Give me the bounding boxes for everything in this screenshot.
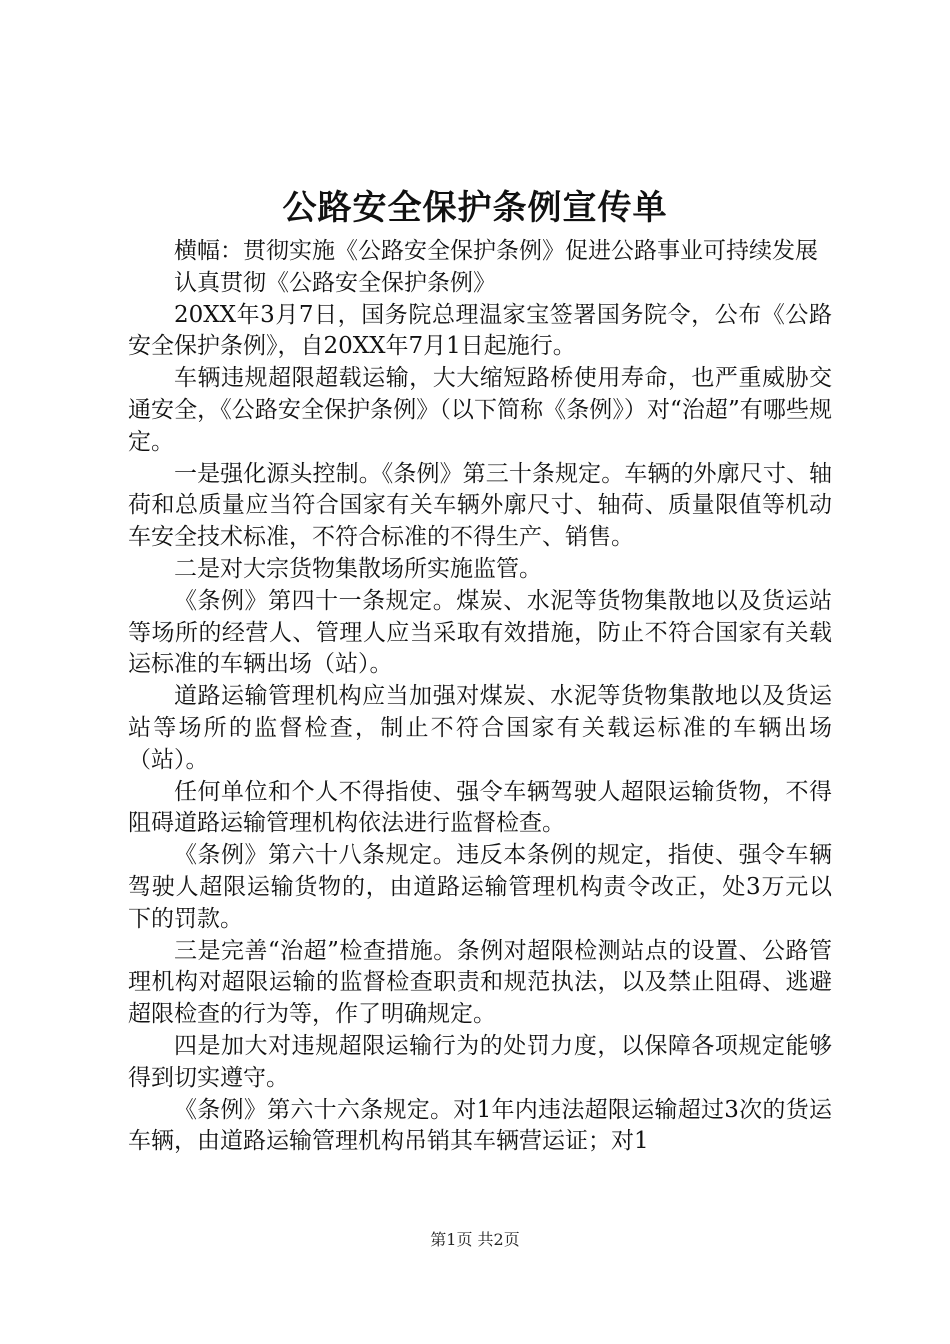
paragraph: 横幅：贯彻实施《公路安全保护条例》促进公路事业可持续发展 (174, 238, 818, 264)
paragraph: 四是加大对违规超限运输行为的处罚力度，以保障各项规定能够得到切实遵守。 (128, 1032, 832, 1091)
paragraph: 任何单位和个人不得指使、强令车辆驾驶人超限运输货物，不得阻碍道路运输管理机构依法进行监督检查。 (128, 778, 832, 837)
page-number-footer: 第1页 共2页 (430, 1230, 520, 1249)
paragraph: 车辆违规超限超载运输，大大缩短路桥使用寿命，也严重威胁交通安全，《公路安全保护条例》（以下简称《条例》）对“治超”有哪些规定。 (128, 365, 832, 455)
document-title: 公路安全保护条例宣传单 (282, 188, 668, 228)
paragraph: 道路运输管理机构应当加强对煤炭、水泥等货物集散地以及货运站等场所的监督检查，制止不符合国家有关载运标准的车辆出场（站）。 (128, 683, 832, 773)
paragraph: 三是完善“治超”检查措施。条例对超限检测站点的设置、公路管理机构对超限运输的监督检查职责和规范执法，以及禁止阻碍、逃避超限检查的行为等，作了明确规定。 (128, 937, 832, 1028)
document-body (128, 236, 832, 1158)
paragraph: 20XX年3月7日，国务院总理温家宝签署国务院令，公布《公路安全保护条例》，自20XX年7月1日起施行。 (128, 301, 832, 360)
paragraph: 二是对大宗货物集散场所实施监管。 (174, 555, 542, 582)
paragraph: 一是强化源头控制。《条例》第三十条规定。车辆的外廓尺寸、轴荷和总质量应当符合国家有关车辆外廓尺寸、轴荷、质量限值等机动车安全技术标准，不符合标准的不得生产、销售。 (128, 460, 832, 551)
paragraph: 《条例》第六十六条规定。对1年内违法超限运输超过3次的货运车辆，由道路运输管理机构吊销其车辆营运证；对1 (128, 1096, 832, 1155)
paragraph: 《条例》第四十一条规定。煤炭、水泥等货物集散地以及货运站等场所的经营人、管理人应当采取有效措施，防止不符合国家有关载运标准的车辆出场（站）。 (128, 587, 832, 678)
paragraph: 《条例》第六十八条规定。违反本条例的规定，指使、强令车辆驾驶人超限运输货物的，由道路运输管理机构责令改正，处3万元以下的罚款。 (128, 842, 832, 932)
paragraph: 认真贯彻《公路安全保护条例》 (174, 269, 496, 296)
